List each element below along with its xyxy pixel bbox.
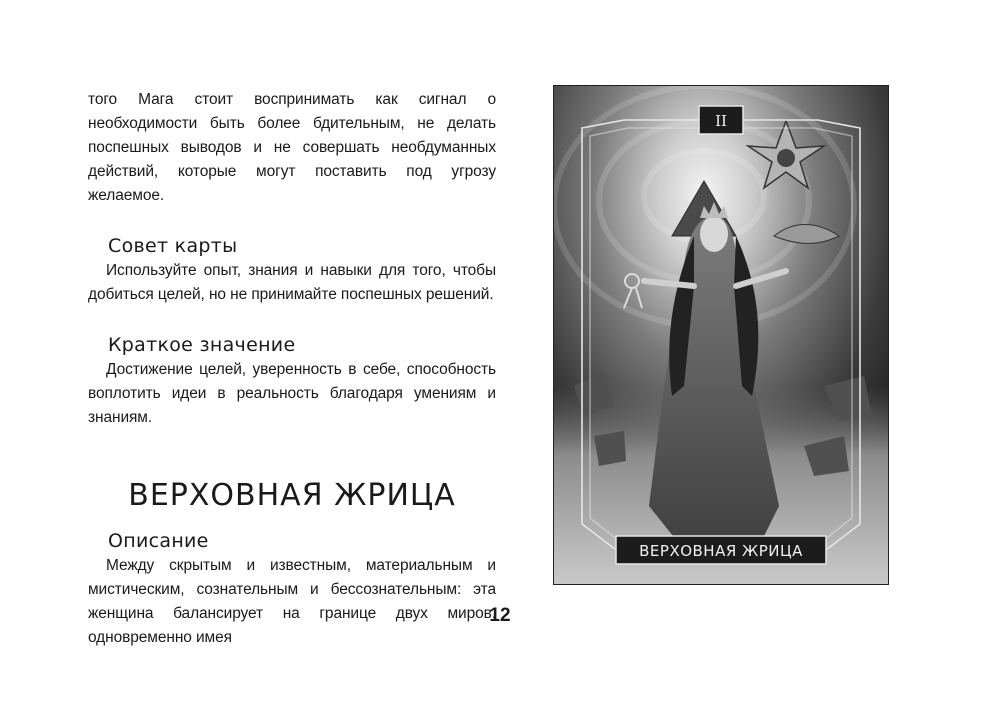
description-paragraph: Между скрытым и известным, материальным и мистическим, сознательным и бессознательным: эта женщина балансирует на границе двух миров, одновременно имея (88, 557, 496, 646)
paragraph-intro: того Мага стоит воспринимать как сигнал о необходимости быть более бдительным, не делать поспешных выводов и не совершать необдуманных действий, которые могут поставить под угрозу желаемое. (88, 91, 496, 204)
text-column (88, 88, 496, 650)
page-number: 12 (489, 605, 511, 626)
section-title: ВЕРХОВНАЯ ЖРИЦА (128, 478, 456, 513)
short-meaning-paragraph: Достижение целей, уверенность в себе, способность воплотить идеи в реальность благодаря умениям и знаниям. (88, 361, 496, 426)
tarot-card-illustration (553, 85, 889, 585)
card-caption: ВЕРХОВНАЯ ЖРИЦА (639, 542, 803, 560)
advice-heading: Совет карты (108, 235, 238, 257)
advice-paragraph: Используйте опыт, знания и навыки для того, чтобы добиться целей, но не принимайте поспешных решений. (88, 262, 496, 303)
card-art (554, 86, 888, 584)
description-heading: Описание (108, 530, 209, 552)
card-numeral: II (715, 112, 727, 130)
short-meaning-heading: Краткое значение (108, 334, 296, 356)
